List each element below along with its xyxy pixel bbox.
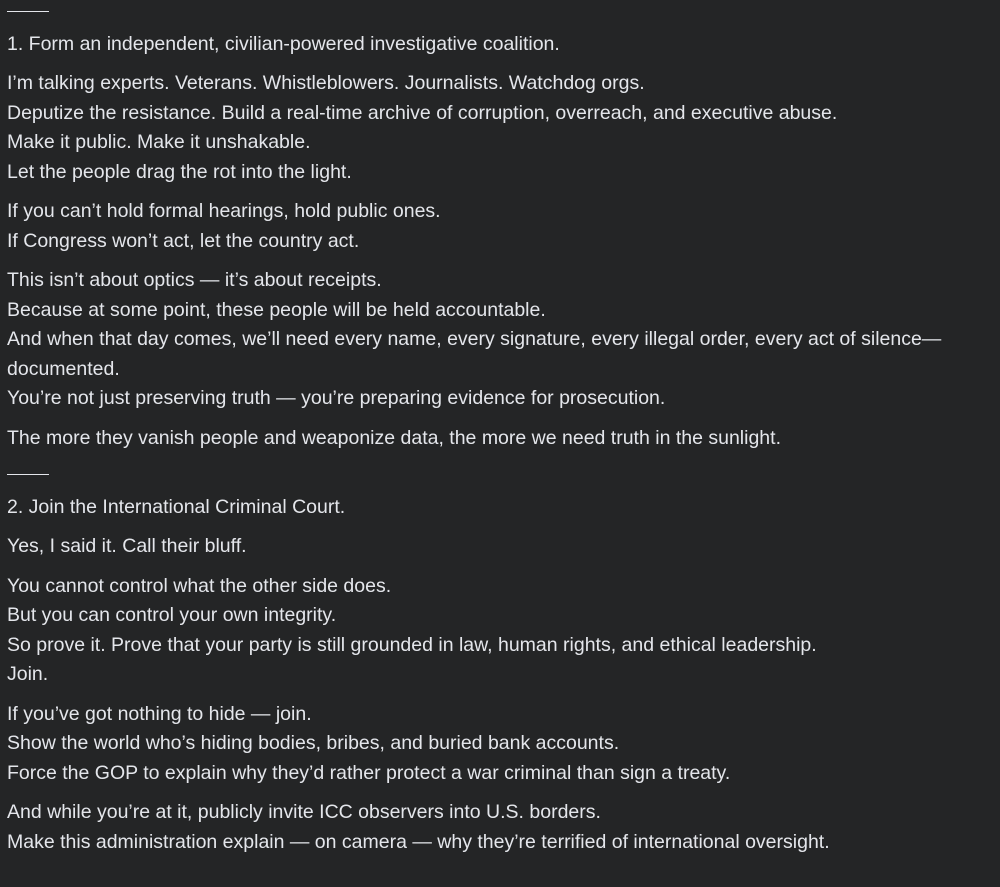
text-line: Because at some point, these people will be held accountable. [7, 298, 546, 321]
text-line: But you can control your own integrity. [7, 604, 337, 626]
text-line: And while you’re at it, publicly invite ICC observers into U.S. borders. [7, 801, 601, 823]
text-line: Make it public. Make it unshakable. [7, 131, 311, 153]
paragraph [7, 424, 992, 454]
text-line: Show the world who’s hiding bodies, bribes, and buried bank accounts. [7, 732, 620, 754]
paragraph [7, 197, 992, 256]
section-divider [7, 463, 992, 493]
paragraph [7, 532, 992, 562]
text-line: And when that day comes, we’ll need every name, every signature, every illegal order, every act of silence—documented. [7, 328, 942, 380]
text-line: Deputize the resistance. Build a real-time archive of corruption, overreach, and executive abuse. [7, 101, 838, 124]
text-line: Join. [7, 663, 49, 685]
paragraph [7, 69, 992, 187]
section-heading-text: 1. Form an independent, civilian-powered investigative coalition. [7, 32, 560, 55]
section-divider [7, 0, 992, 30]
text-line: Make this administration explain — on camera — why they’re terrified of international oversight. [7, 830, 830, 853]
text-line: The more they vanish people and weaponize data, the more we need truth in the sunlight. [7, 426, 781, 449]
text-line: So prove it. Prove that your party is still grounded in law, human rights, and ethical leadership. [7, 633, 817, 656]
text-line: I’m talking experts. Veterans. Whistleblowers. Journalists. Watchdog orgs. [7, 72, 645, 94]
paragraph [7, 572, 992, 690]
section-heading-text: 2. Join the International Criminal Court. [7, 495, 346, 518]
paragraph [7, 798, 992, 857]
text-line: Force the GOP to explain why they’d rather protect a war criminal than sign a treaty. [7, 761, 731, 784]
text-line: You cannot control what the other side does. [7, 574, 392, 597]
post-body [7, 0, 992, 867]
section-heading [7, 493, 992, 523]
text-line: This isn’t about optics — it’s about receipts. [7, 269, 382, 291]
text-line: Let the people drag the rot into the light. [7, 160, 352, 183]
text-line: Yes, I said it. Call their bluff. [7, 535, 247, 557]
text-line: If you’ve got nothing to hide — join. [7, 702, 312, 725]
text-line: If Congress won’t act, let the country act. [7, 229, 360, 252]
text-line: You’re not just preserving truth — you’re preparing evidence for prosecution. [7, 387, 666, 409]
text-line: If you can’t hold formal hearings, hold public ones. [7, 200, 441, 222]
paragraph [7, 266, 992, 414]
section-heading [7, 30, 992, 60]
paragraph [7, 700, 992, 789]
